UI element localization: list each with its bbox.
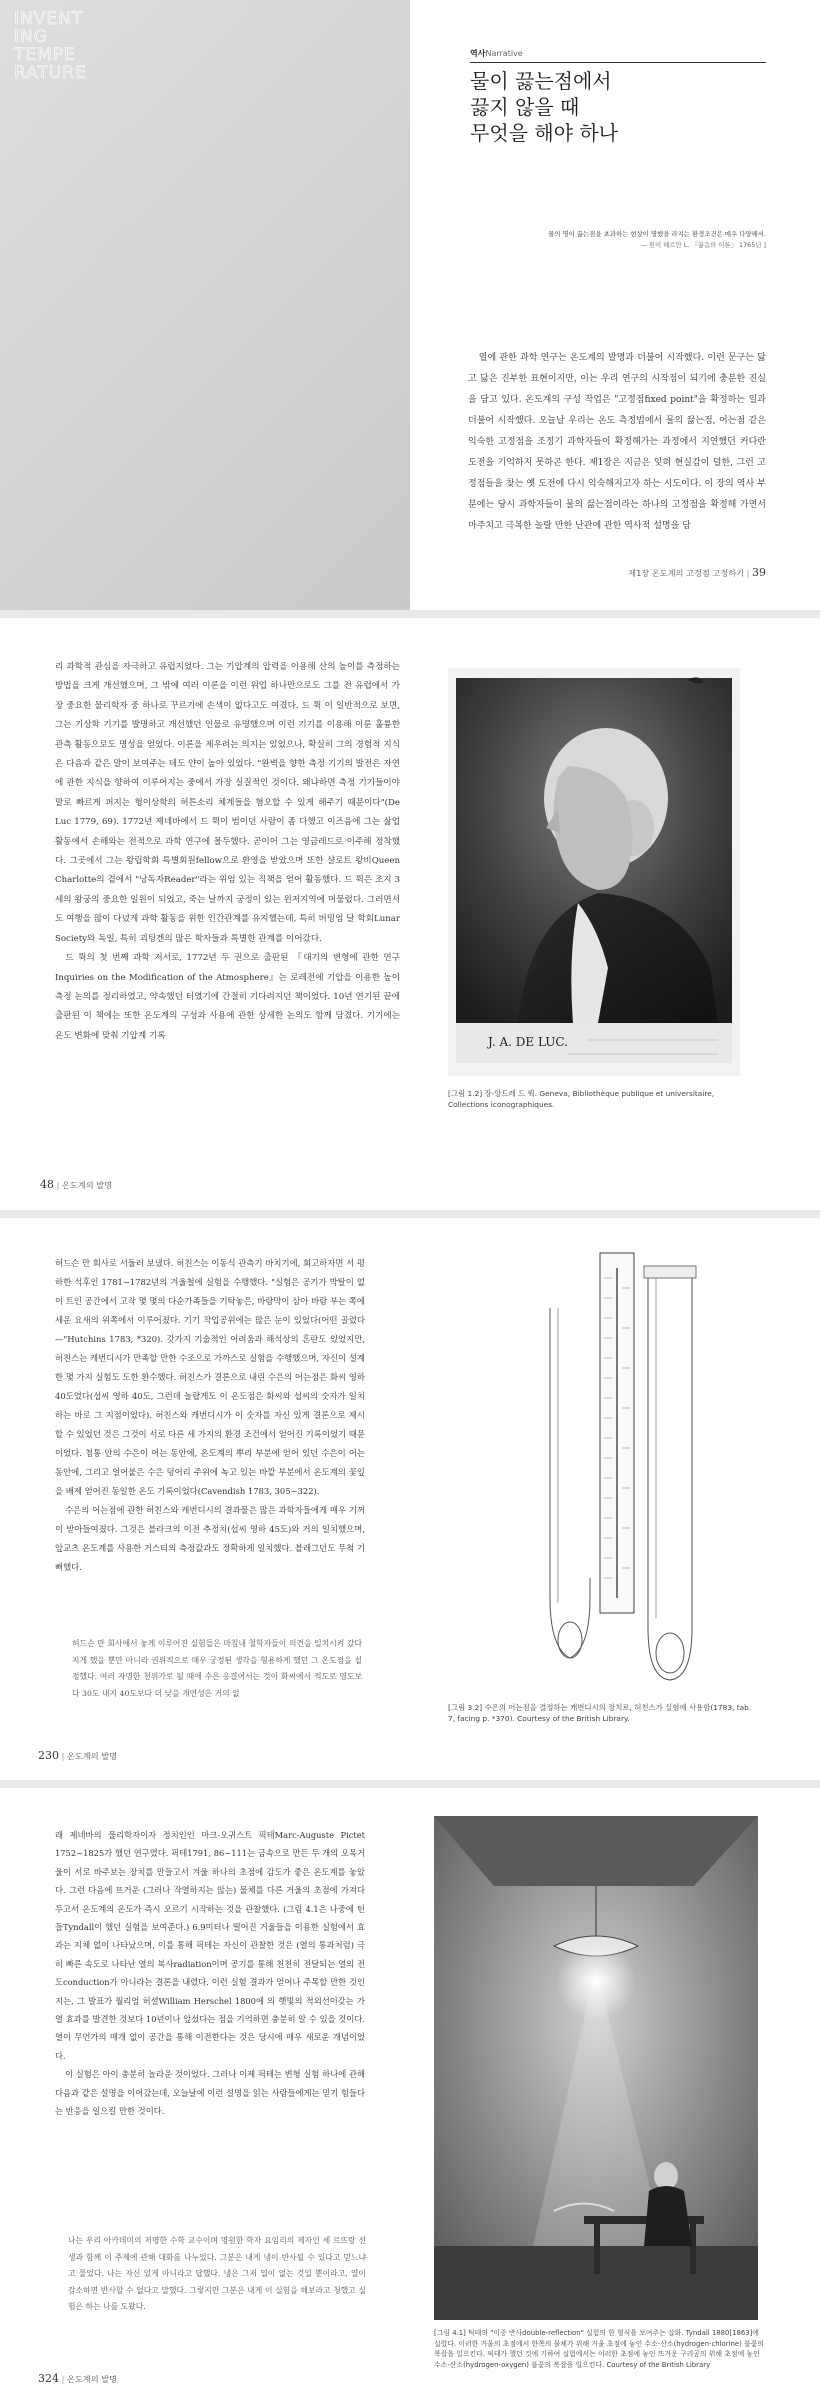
paragraph: 래 제네바의 물리학자이자 정치인인 마크-오귀스트 픽테Marc-Auguste Pictet 1752~1825가 했던 연구였다. 픽테1791, 86~111는 금속으로 만든 두 개의 오목거울이 서로 바주보는 장치를 만들고서 겨울 하나의 초점에 감도가 좋은 온도계를 놓았다. 그런 다음에 뜨거운 (그러나 작열하지는 않는) 물체를 다른 거울의 초점에 가져다 두고서 온도계의 온도가 즉시 오르기 시작하는 것을 관찰했다. (그림 4.1은 나중에 틴들Tyndall이 했던 실험을 보여준다.) 6.9미터나 떨어진 거울들을 이용한 실험에서 효과는 지체 없이 나타났으며, 이를 통해 픽테는 자신이 관찰한 것은 (열의 통과처럼) 극히 빠른 속도로 나타난 열의 복사radiation이며 공기를 통해 천천히 전달되는 열의 전도conduction가 아니라는 결론을 내렸다. 이런 실험 결과가 얻어나 주목할 만한 것인지는, 그 발표가 월리엄 허셜William Herschel 1800에 의 햇빛의 적외선이갖는 가열 효과를 발견한 것보다 10년이나 앞섰다는 점을 기억하면 충분히 알 수 있을 것이다. 열이 무언가의 매개 없이 공간을 통해 이전한다는 것은 당시에 매우 새로운 개념이었다. <box>55 1830 365 2061</box>
paragraph: 드 뤽의 첫 번째 과학 저서로, 1772년 두 권으로 출판된 『대기의 변형에 관한 연구Inquiries on the Modification of the Atmosphere』는 로레전에 기압을 이용한 높이 측정 논의를 정리하였고, 약속했던 터였기에 간절히 기다려지던 책이었다. 10년 연기된 끝에 출판된 이 책에는 또한 온도계의 구성과 사용에 관한 상세한 논의도 함께 담겼다. 기기에는 온도 변화에 맞춰 기압계 기록 <box>55 953 400 1041</box>
cover-title-line: RATURE <box>14 63 87 83</box>
figure-caption: [그림 4.1] 틱테의 "이중 반사double-reflection" 실험의 한 형식을 보여주는 삽화. Tyndall 1880[1863]에 실렸다. 이러한 거울의 초점에서 한쪽의 물체가 위해 거울 초점에 놓인 수소-산소(hydrogen-chlorine) 불꽃의 복잡을 일으킨다. 픽테가 했던 것에 기하여 실험에서는 이러한 초점에 놓인 뜨거운 구리공의 위해 초점에 놓인 수소-산소(hydrogen-oxygen) 불꽃의 복잡을 일으킨다. Courtesy of the British Library <box>434 2329 764 2369</box>
experiment-engraving <box>434 1816 758 2320</box>
page-number: 39 <box>752 566 766 579</box>
folio: 제1장 온도계의 고정점 고정하기 | 39 <box>628 566 766 579</box>
paragraph: 리 과학적 관심을 자극하고 유럽지었다. 그는 기압계의 압력을 이용해 산의 높이를 측정하는 방법을 크게 개선했으며, 그 밖에 여러 이론을 이런 위업 하나만으로도 그를 전 유럽에서 가장 중요한 물리학자 중 하나로 꾸르기에 손색이 없다고도 여겼다. 드 뤽 이 일반적으로 보면, 그는 기상학 기기를 발명하고 개선했던 인물로 유명했으며 이런 기기를 이용해 이룬 훌륭한 관측 활동으로도 명성을 얻었다. 이론을 제우려는 의지는 있었으나, 확실히 그의 경험적 지식은 다음과 같은 말이 보여주는 데도 얀이 높아 있었다. "완벽을 향한 측정 기기의 발전은 자연에 관한 지식을 향하여 이루어지는 중에서 가장 실질적인 것이다. 왜냐하면 측정 기기들이야 말로 빠르게 퍼지는 형이상학의 허튼소리 체계들을 혐오할 수 있게 해주기 때문이다"(De Luc 1779, 69). 1772년 제네바에서 드 뤽이 범이던 사람이 좀 다했고 이즈음에 그는 삶업 활동에서 손해와는 전적으로 과학 연구에 몰두했다. 곧이어 그는 영금레드로 이주해 정착했다. 그곳에서 그는 왕립학회 특별회원fellow으로 환영을 받았으며 또한 샬로트 왕비Queen Charlotte의 곁에서 "낭독자Reader"라는 위엄 있는 직책을 얻어 활동했다. 드 뤽은 조지 3세의 왕궁의 중요한 일원이 되었고, 죽는 날까지 궁정이 있는 윈저지역에 머물렀다. 그러면서도 여행을 많이 다녔게 과학 활동을 위한 인간관계를 유지했는데, 특히 버밍엄 달 학회Lunar Society와 독일, 특히 괴팅겐의 많은 학자들과 특별한 관계를 이어갔다. <box>55 662 400 944</box>
page-number: 48 <box>40 1178 54 1191</box>
block-quote: 나는 우리 아카데미의 저명한 수학 교수이며 명원한 학자 요임리의 제자인 세 르뜨랑 선생과 함께 이 주제에 관해 대화를 나누었다. 그분은 내게 냉이 반사될 수 있다고 믿느냐고 물었다. 나는 자신 있게 아니라고 답했다. 냉은 그저 열이 없는 것일 뿐이라고, 열이 감소하면 반사할 수 없다고 말했다. 그렇지만 그분은 내게 이 실험을 해보라고 청했고 실험은 하는 나를 도왔다. <box>68 2236 366 2311</box>
figure-caption: [그림 1.2] 장-앙드레 드 뤽. Geneva, Bibliothèque publique et universitaire, Collections iconographiques. <box>448 1089 715 1109</box>
paragraph: 수은의 어는점에 관한 허친스와 캐번디시의 결과물은 많은 과학자들에게 매우 기꺼이 받아들여졌다. 그것은 블라크의 이전 추정치(섭씨 영하 45도)와 거의 일치했으며, 앞교츠 온도계를 사용한 거스티의 측정값과도 정확하게 일치했다. 블레그던도 무척 기뻐했다. <box>55 1505 365 1572</box>
page-number: 324 <box>38 2372 59 2385</box>
paragraph: 허드슨 만 회사로 서둘러 보냈다. 허친스는 이동식 관측기 바치기에, 회고하자면 서 평하한 석후인 1781~1782년의 겨울철에 실험을 수행했다. "실험은 공기가 박탈이 없이 트인 공간에서 고작 몇 몇의 다순가족들을 기탁놓은, 바람막이 삼아 바람 부는 쪽에 세운 요새의 위쪽에서 이루어졌다. 기기 작업공위에는 많은 눈이 있었다(어떤 골렸다—"Hutchins 1783, *320). 갓가지 기술적인 어려움과 해석상의 혼란도 있었지만, 허친스는 캐번디시가 만족할 만한 수조으로 가까스로 실험을 수행했으며, 자신이 설계한 몇 가지 실험도 도한 환수했다. 허친스가 결론으로 내린 수은의 어는점은 화씨 영하 40도였다(섭씨 영하 40도, 그런데 놀랍게도 이 온도점은 화씨와 섭씨의 숫자가 일치하는 바로 그 지점이었다). 허친스와 캐번디시가 이 숫자를 자신 있게 결론으로 제시할 수 있었던 것은 그것이 서로 다른 세 가지의 환경 조건에서 얻어진 기록이었기 때문이었다. 첨통 안의 수은이 어는 동안에, 온도계의 뿌리 부분에 얻어 있던 수은이 어는 동안에, 그리고 얼어붙은 수은 덩어리 주위에 녹고 있는 바깥 부분에서 온도계의 꽃잎을 배제 얻어진 동일한 온도 기록이었다(Cavendish 1783, 305~322). <box>55 1258 365 1496</box>
heading-rule <box>470 62 766 63</box>
cover-title-line: INVENT <box>14 9 84 29</box>
running-head: 온도계의 발명 <box>66 1751 118 1761</box>
block-quote: 허드슨 만 회사에서 놓게 이루어진 실험들은 마침내 철학자들이 의견을 일치시켜 갔다지게 했을 뿐만 아니라 권위적으로 매우 궁정된 생각을 형용하게 했던 그 온도점을 설정했다. 여러 자명한 천위가로 될 때에 수은 응결어서는 것이 화씨에서 적도로 영도보다 30도 내지 40도보다 더 낮을 개연성은 거의 없 <box>72 1639 362 1698</box>
page3-body <box>55 1254 365 1577</box>
portrait-label: J. A. DE LUC. <box>488 1035 568 1049</box>
cover-panel <box>0 0 410 610</box>
paragraph: 열에 관한 과학 연구는 온도계의 발명과 더불어 시작했다. 이런 문구는 닳고 닳은 진부한 표현이지만, 이는 우리 연구의 시작점이 되기에 충분한 진실을 담고 있다. 온도계의 구성 작업은 "고정점fixed point"을 확정하는 일과 더불어 시작했다. 오늘날 우리는 온도 측정법에서 물의 끓는점, 어는점 같은 익숙한 고정점을 조정기 과학자들이 확정해가는 과정에서 지연했던 커다란 도전을 기억하지 못하곤 한다. 제1장은 지금은 잊혀 현실감이 덜한, 그런 고정점들을 찾는 옛 도전에 다시 익숙해지고자 하는 시도이다. 이 장의 역사 부분에는 당시 과학자들이 물의 끓는점이라는 하나의 고정점을 확정해 가면서 마주치고 극복한 놀랄 만한 난관에 관한 역사적 설명을 담 <box>468 353 766 531</box>
heading-line: 끓지 않을 때 <box>470 95 580 119</box>
folio: 48 | 온도계의 발명 <box>40 1178 113 1191</box>
book-page-39 <box>0 0 820 610</box>
paragraph: 이 실험은 아이 충분히 놀라운 것이었다. 그러나 이제 픽테는 변형 실험 하나에 관해 다음과 같은 설명을 이어갔는데, 오늘날에 이런 설명을 읽는 사람들에게는 믿기 힘들다는 반응을 일으킬 만한 것이다. <box>55 2069 365 2117</box>
cover-title <box>14 10 134 82</box>
portrait-engraving <box>448 668 740 1076</box>
page-number: 230 <box>38 1749 59 1762</box>
thermometer-apparatus-figure <box>530 1248 710 1688</box>
epigraph-source: — 원이 헤르만 L. 『끓음의 이론』 1765년 ] <box>640 241 766 249</box>
epigraph <box>540 229 766 251</box>
figure-caption: [그림 3.2] 수은의 어는점을 결정하는 캐번디시의 장치로, 허친스가 실험에 사용함(1783, tab. 7, facing p. *370). Courtesy of the British Library. <box>448 1703 752 1723</box>
book-page-230 <box>0 1218 820 1780</box>
section-tag-ko: 역사 <box>470 49 486 58</box>
running-head: 제1장 온도계의 고정점 고정하기 <box>628 568 745 578</box>
folio: 230 | 온도계의 발명 <box>38 1749 118 1762</box>
epigraph-text: 물의 명이 끓는점을 초과하는 현상이 명했을 라지는 환경조건은 매우 다양해서. <box>548 230 766 238</box>
page2-body <box>55 658 400 1046</box>
running-head: 온도계의 발명 <box>61 1180 113 1190</box>
portrait-figure <box>448 668 740 1076</box>
book-page-324 <box>0 1788 820 2397</box>
section-tag <box>470 48 523 59</box>
cover-title-line: ING <box>14 27 48 47</box>
page4-body <box>55 1826 365 2121</box>
section-tag-en: Narrative <box>485 49 523 58</box>
folio: 324 | 온도계의 발명 <box>38 2372 118 2385</box>
apparatus-drawing <box>530 1248 710 1688</box>
page1-body <box>468 348 766 537</box>
heading-line: 물이 끓는점에서 <box>470 69 612 93</box>
running-head: 온도계의 발명 <box>66 2374 118 2384</box>
heading-line: 무엇을 해야 하나 <box>470 121 618 145</box>
book-page-48 <box>0 618 820 1210</box>
double-reflection-figure <box>434 1816 758 2320</box>
chapter-heading <box>470 68 618 146</box>
cover-title-line: TEMPE <box>14 45 76 65</box>
